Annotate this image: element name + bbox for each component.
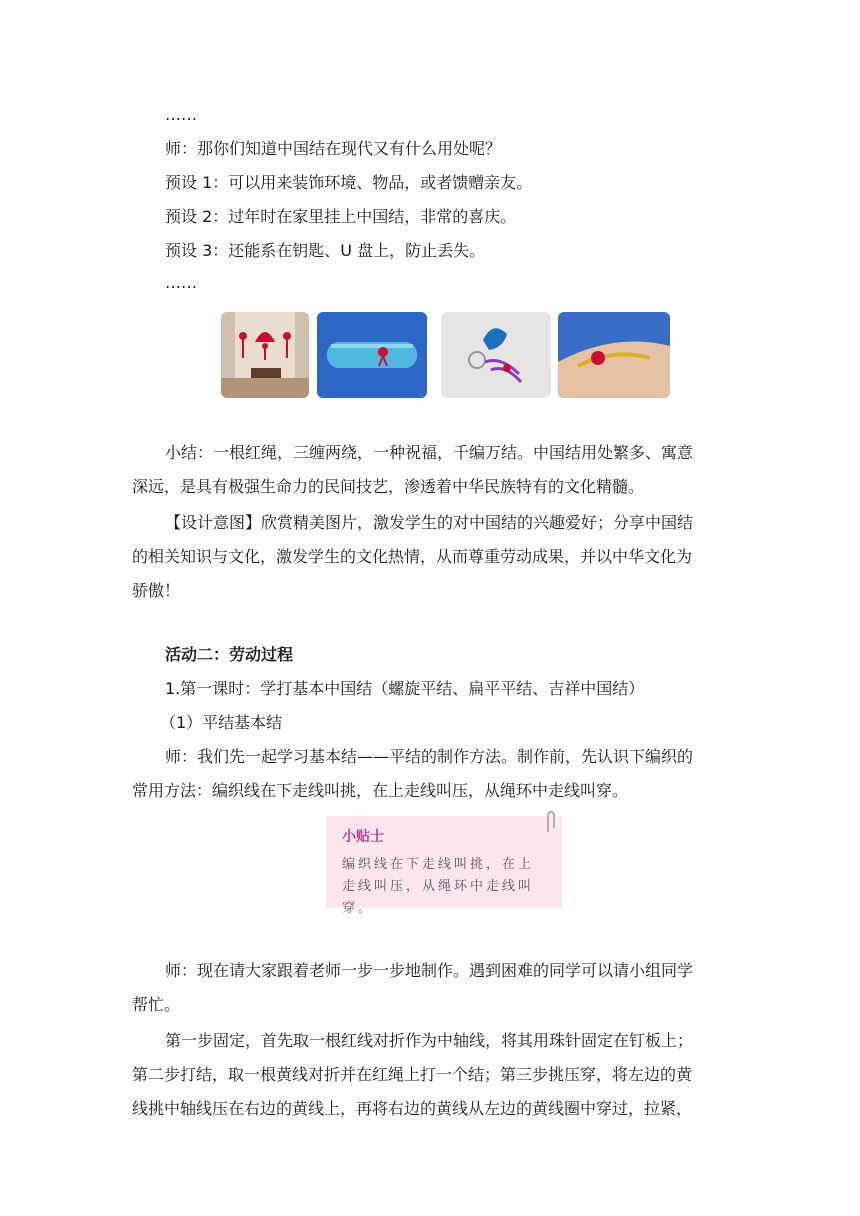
tip-note-card	[326, 816, 562, 916]
summary-line-1: 小结：一根红绳，三缠两绕，一种祝福，千编万结。中国结用处繁多、寓意	[165, 443, 694, 462]
teacher-instruction-line-1: 师：现在请大家跟着老师一步一步地制作。遇到困难的同学可以请小组同学	[165, 961, 694, 980]
design-intent-line-3: 骄傲！	[132, 581, 181, 600]
lesson-one-line: 1.第一课时：学打基本中国结（螺旋平结、扁平平结、吉祥中国结）	[165, 679, 645, 698]
photo-room-decoration	[221, 312, 309, 398]
tip-body: 编织线在下走线叫挑，在上走线叫压，从绳环中走线叫穿。	[342, 857, 535, 916]
photo-bracelet	[558, 312, 670, 398]
teacher-instruction-line-2: 帮忙。	[132, 995, 181, 1014]
ellipsis-line: ……	[165, 105, 197, 124]
tip-title: 小贴士	[342, 829, 384, 845]
steps-line-3: 线挑中轴线压在右边的黄线上，再将右边的黄线从左边的黄线圈中穿过，拉紧，	[132, 1099, 693, 1118]
ellipsis-line: ……	[165, 273, 197, 292]
preset-answer-3: 预设 3：还能系在钥匙、U 盘上，防止丢失。	[165, 241, 486, 260]
flat-knot-subheading: （1）平结基本结	[160, 713, 283, 732]
design-intent-line-2: 的相关知识与文化，激发学生的文化热情，从而尊重劳动成果，并以中华文化为	[132, 547, 693, 566]
steps-line-2: 第二步打结，取一根黄线对折并在红绳上打一个结；第三步挑压穿，将左边的黄	[132, 1065, 693, 1084]
teacher-question: 师：那你们知道中国结在现代又有什么用处呢？	[165, 139, 502, 158]
summary-line-2: 深远，是具有极强生命力的民间技艺，渗透着中华民族特有的文化精髓。	[132, 477, 645, 496]
preset-answer-2: 预设 2：过年时在家里挂上中国结，非常的喜庆。	[165, 207, 517, 226]
paperclip-icon	[544, 810, 558, 834]
steps-line-1: 第一步固定，首先取一根红线对折作为中轴线，将其用珠针固定在钉板上；	[165, 1031, 694, 1050]
design-intent-line-1: 【设计意图】欣赏精美图片，激发学生的对中国结的兴趣爱好；分享中国结	[165, 513, 694, 532]
activity-two-heading: 活动二：劳动过程	[165, 645, 294, 664]
photo-keychain	[441, 312, 551, 398]
preset-answer-1: 预设 1：可以用来装饰环境、物品，或者馈赠亲友。	[165, 173, 533, 192]
photo-pencil-case	[317, 312, 427, 398]
teacher-intro-line-2: 常用方法：编织线在下走线叫挑，在上走线叫压，从绳环中走线叫穿。	[132, 781, 629, 800]
teacher-intro-line-1: 师：我们先一起学习基本结——平结的制作方法。制作前，先认识下编织的	[165, 747, 694, 766]
